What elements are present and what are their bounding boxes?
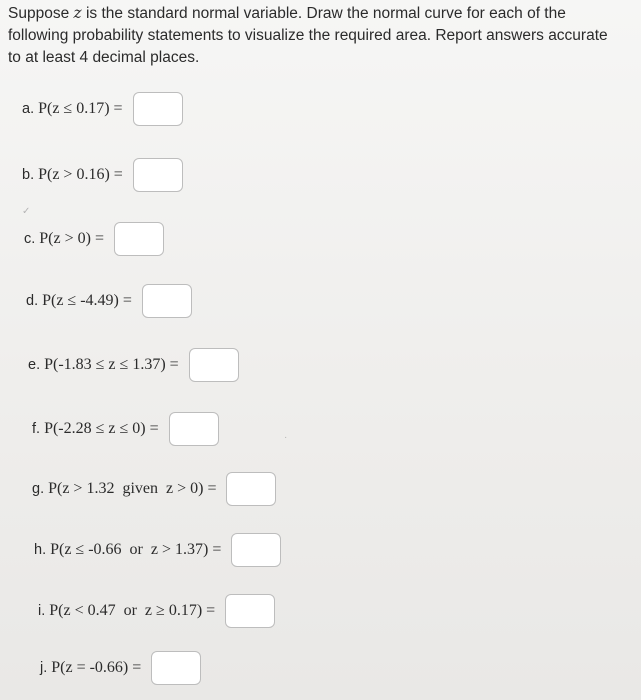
question-f-letter: f. [32,421,41,437]
answer-input-b[interactable] [133,158,183,192]
answer-input-c[interactable] [114,222,164,256]
answer-input-d[interactable] [142,284,192,318]
question-c [24,222,164,256]
question-i [38,594,275,628]
question-f-expression: P(-2.28 ≤ z ≤ 0) = [44,420,159,437]
stray-mark: ✓ [22,206,31,217]
question-b-expression: P(z > 0.16) = [38,166,123,183]
question-b-letter: b. [22,167,35,183]
question-d [26,284,192,318]
answer-input-e[interactable] [189,348,239,382]
question-c-expression: P(z > 0) = [39,230,104,247]
instructions-variable: z [73,4,82,22]
question-j-letter: j. [40,660,48,676]
question-a-expression: P(z ≤ 0.17) = [38,100,123,117]
question-h-expression: P(z ≤ -0.66 or z > 1.37) = [50,541,222,558]
question-b [22,158,183,192]
question-g [32,472,276,506]
answer-input-h[interactable] [231,533,281,567]
answer-input-g[interactable] [226,472,276,506]
question-g-letter: g. [32,481,45,497]
stray-dot: · [284,432,288,443]
question-a-letter: a. [22,101,35,117]
question-d-letter: d. [26,293,39,309]
question-e-expression: P(-1.83 ≤ z ≤ 1.37) = [44,356,179,373]
answer-input-j[interactable] [151,651,201,685]
answer-input-i[interactable] [225,594,275,628]
question-e-letter: e. [28,357,41,373]
question-f [32,412,219,446]
instructions-text [8,2,608,69]
instructions-part1: Suppose [8,5,74,22]
answer-input-a[interactable] [133,92,183,126]
answer-input-f[interactable] [169,412,219,446]
question-a [22,92,183,126]
question-j [40,651,201,685]
question-e [28,348,239,382]
question-d-expression: P(z ≤ -4.49) = [42,292,132,309]
question-i-expression: P(z < 0.47 or z ≥ 0.17) = [49,602,216,619]
question-i-letter: i. [38,603,46,619]
question-h [34,533,281,567]
question-g-expression: P(z > 1.32 given z > 0) = [48,480,217,497]
question-h-letter: h. [34,542,47,558]
question-j-expression: P(z = -0.66) = [51,659,142,676]
question-c-letter: c. [24,231,36,247]
instructions-part2: is the standard normal variable. Draw the normal curve for each of the following probability statements to visualize the required area. Report answers accurate to at least 4 decimal places. [8,5,608,66]
